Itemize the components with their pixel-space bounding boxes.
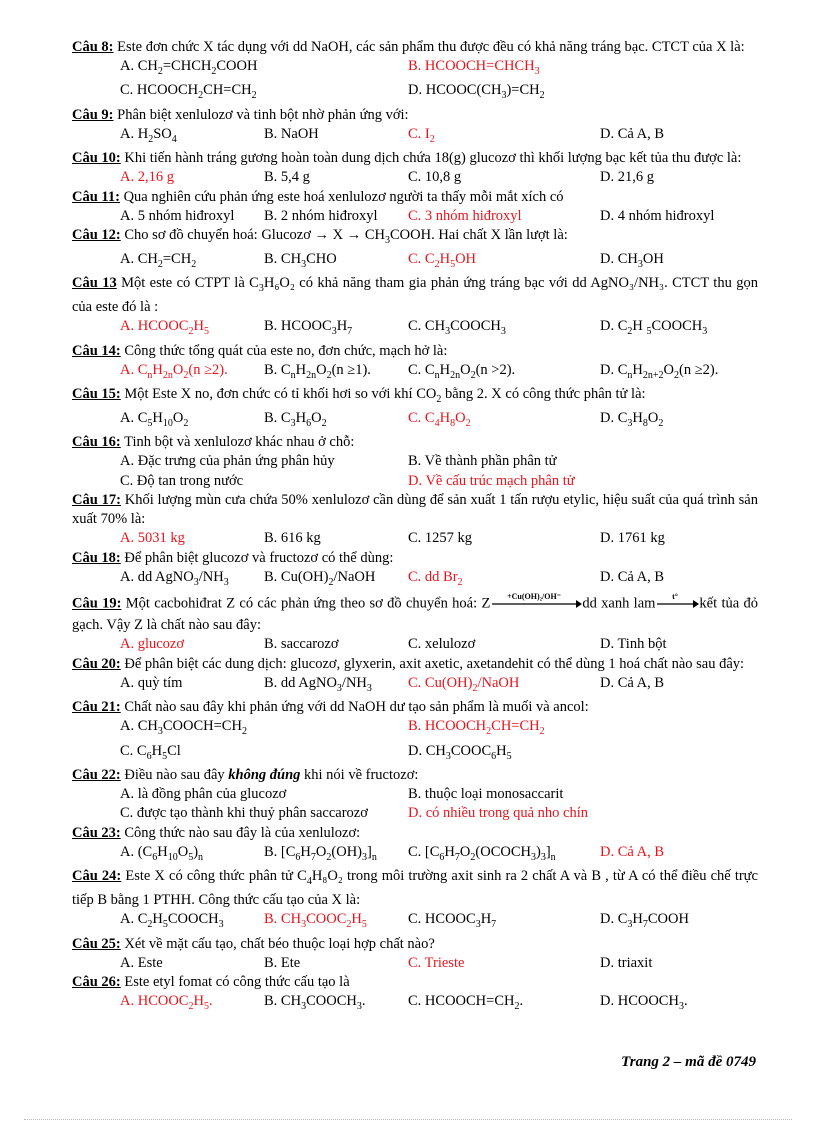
options-list: [72, 361, 758, 385]
question-text: Câu 13 Một este có CTPT là $C_3H_6O_2$ có khả năng tham gia phản ứng tráng bạc với dd AgNO₃/NH₃. CTCT thu gọn của este đó là :: [72, 275, 758, 316]
question-label: Câu 20:: [72, 655, 121, 672]
answer-option: B. 2 nhóm hiđroxyl: [264, 207, 378, 224]
answer-option-correct: B. $HCOOCH_2CH=CH_2$: [408, 718, 545, 738]
answer-option-correct: A. 2,16 g: [120, 169, 174, 186]
answer-option: D. Cả A, B: [600, 125, 665, 142]
answer-option-correct: A. glucozơ: [120, 636, 185, 653]
answer-option: A. dd $AgNO_3/NH_3$: [120, 568, 229, 588]
answer-option-correct: C. $Cu(OH)_2$/NaOH: [408, 674, 520, 694]
answer-option: B. $CH_3CHO$: [264, 251, 337, 270]
answer-option: C. 10,8 g: [408, 169, 462, 186]
answer-option-correct: A. 5031 kg: [120, 530, 185, 547]
question-label: Câu 15:: [72, 386, 121, 403]
answer-option: D. $C_2H$ $_5COOCH_3$: [600, 318, 708, 338]
answer-option: D. 1761 kg: [600, 530, 665, 547]
answer-option: A. $CH_2=CH_2$: [120, 251, 197, 270]
question-text: Câu 26: Este etyl fomat có công thức cấu tạo là: [72, 974, 350, 991]
answer-option: D. $C_3H_8O_2$: [600, 410, 664, 429]
answer-option: A. $CH_3COOCH=CH_2$: [120, 718, 247, 738]
question-block: [72, 342, 758, 385]
question-block: [72, 549, 758, 592]
question-block: [72, 867, 758, 934]
answer-option-correct: B. $CH_3COOC_2H_5$: [264, 911, 367, 931]
answer-option: D. $HCOOCH_3$.: [600, 993, 688, 1013]
answer-option: D. $C_3H_7COOH$: [600, 911, 689, 931]
answer-option: B. saccarozơ: [264, 636, 339, 653]
answer-option: D. $HCOOC(CH_3)=CH_2$: [408, 82, 545, 102]
answer-option: C. $CH_3COOCH_3$: [408, 318, 506, 338]
options-list: [72, 910, 758, 934]
question-block: [72, 38, 758, 106]
question-label: Câu 11:: [72, 188, 120, 205]
question-block: [72, 274, 758, 341]
answer-option: D. 4 nhóm hiđroxyl: [600, 207, 715, 224]
question-label: Câu 10:: [72, 150, 121, 167]
answer-option: B. Ete: [264, 954, 301, 971]
answer-option: B. $C_3H_6O_2$: [264, 410, 327, 429]
answer-option: D. 21,6 g: [600, 169, 654, 186]
answer-option: C. $C_nH_{2n}O_2(n >2)$.: [408, 361, 516, 381]
options-list: [72, 125, 758, 149]
answer-option: D. Cả A, B: [600, 568, 665, 585]
answer-option-correct: C. $C_4H_8O_2$: [408, 410, 471, 429]
heat-arrow-icon: [655, 592, 699, 616]
answer-option: B. 616 kg: [264, 530, 321, 547]
options-list: [72, 452, 758, 491]
bottom-divider: [24, 1119, 792, 1120]
question-block: [72, 491, 758, 549]
answer-option: A. Đặc trưng của phản ứng phân hủy: [120, 453, 335, 470]
question-label: Câu 13: [72, 275, 117, 292]
options-list: [72, 717, 758, 766]
answer-option: B. $C_nH_{2n}O_2(n \ge 1)$.: [264, 361, 371, 381]
question-block: [72, 433, 758, 491]
answer-option: C. 1257 kg: [408, 530, 473, 547]
svg-text:t°: t°: [672, 592, 679, 602]
answer-option: A. 5 nhóm hiđroxyl: [120, 207, 235, 224]
options-list: [72, 785, 758, 824]
options-list: [72, 635, 758, 655]
question-text: Câu 8: Este đơn chức X tác dụng với dd NaOH, các sản phẩm thu được đều có khả năng tráng bạc. CTCT của X là:: [72, 39, 745, 55]
options-list: [72, 317, 758, 341]
options-list: [72, 568, 758, 592]
answer-option: A. $C_5H_{10}O_2$: [120, 410, 189, 429]
question-text: Câu 14: Công thức tổng quát của este no, đơn chức, mạch hở là:: [72, 342, 448, 359]
question-text: Câu 21: Chất nào sau đây khi phản ứng với dd NaOH dư tạo sản phẩm là muối và ancol:: [72, 699, 589, 716]
question-text: Câu 18: Để phân biệt glucozơ và fructozơ có thể dùng:: [72, 549, 394, 566]
answer-option: B. dd $AgNO_3/NH_3$: [264, 674, 372, 694]
question-text: Câu 19: Một cacbohiđrat Z có các phản ứng theo sơ đồ chuyển hoá: Z +Cu(OH)₂/OH⁻ dd xanh lam t° kết tủa đỏ gạch. Vậy Z là chất nào sau đây:: [72, 592, 758, 634]
answer-option-correct: B. $HCOOCH=CHCH_3$: [408, 58, 540, 77]
answer-option: C. $HCOOCH=CH_2$.: [408, 993, 524, 1013]
answer-option-correct: C. $C_2H_5OH$: [408, 251, 477, 270]
question-block: [72, 973, 758, 1016]
options-list: [72, 250, 758, 274]
options-list: [72, 529, 758, 549]
question-label: Câu 8:: [72, 39, 114, 55]
answer-option: D. $C_nH_{2n+2}O_2(n \ge 2)$.: [600, 361, 719, 381]
question-label: Câu 21:: [72, 699, 121, 716]
answer-option: A. $(C_6H_{10}O_5)_n$: [120, 843, 204, 863]
answer-option: B. $[C_6H_7O_2(OH)_3]_n$: [264, 843, 377, 863]
question-text: Câu 22: Điều nào sau đây không đúng khi nói về fructozơ:: [72, 766, 419, 783]
answer-option: A. $CH_2=CHCH_2COOH$: [120, 58, 258, 77]
exam-page: [72, 38, 758, 1017]
question-label: Câu 26:: [72, 974, 121, 991]
answer-option: B. 5,4 g: [264, 169, 310, 186]
question-label: Câu 23:: [72, 824, 121, 841]
answer-option: A. $H_2SO_4$: [120, 125, 177, 145]
answer-option: B. $Cu(OH)_2$/NaOH: [264, 568, 376, 588]
question-label: Câu 16:: [72, 434, 121, 451]
question-block: [72, 226, 758, 274]
answer-option: C. $HCOOC_3H_7$: [408, 911, 497, 931]
question-label: Câu 25:: [72, 935, 121, 952]
question-label: Câu 22:: [72, 766, 121, 783]
options-list: [72, 954, 758, 974]
question-text: Câu 12: Cho sơ đồ chuyển hoá: Glucozơ → $X \to CH_3COOH$. Hai chất X lần lượt là:: [72, 227, 568, 247]
answer-option: B. $CH_3COOCH_3$.: [264, 993, 366, 1013]
question-block: [72, 385, 758, 433]
answer-option-correct: C. $I_2$: [408, 125, 435, 145]
question-label: Câu 18:: [72, 549, 121, 566]
reaction-arrow-icon: [490, 592, 582, 616]
question-text: Câu 23: Công thức nào sau đây là của xenlulozơ:: [72, 824, 361, 841]
answer-option-correct: A. $C_nH_{2n}O_2(n \ge 2)$.: [120, 361, 228, 381]
answer-option: D. triaxit: [600, 954, 653, 971]
answer-option-correct: C. 3 nhóm hiđroxyl: [408, 207, 522, 224]
answer-option-correct: A. $HCOOC_2H_5$: [120, 318, 209, 338]
answer-option-correct: A. $HCOOC_2H_5$.: [120, 993, 213, 1013]
question-block: [72, 592, 758, 655]
question-text: Câu 9: Phân biệt xenlulozơ và tinh bột nhờ phản ứng với:: [72, 106, 409, 123]
options-list: [72, 992, 758, 1016]
answer-option-correct: C. dd $Br_2$: [408, 568, 463, 588]
answer-option: C. được tạo thành khi thuỷ phân saccarozơ: [120, 805, 368, 822]
answer-option: C. $[C_6H_7O_2(OCOCH_3)_3]_n$: [408, 843, 556, 863]
answer-option: C. $C_6H_5Cl$: [120, 742, 181, 762]
answer-option-correct: D. có nhiều trong quả nho chín: [408, 805, 589, 822]
question-block: [72, 106, 758, 149]
options-list: [72, 57, 758, 106]
question-label: Câu 12:: [72, 227, 121, 244]
answer-option: D. $CH_3OH$: [600, 251, 664, 270]
question-block: [72, 824, 758, 867]
question-block: [72, 766, 758, 824]
question-label: Câu 24:: [72, 868, 122, 885]
question-label: Câu 9:: [72, 106, 114, 123]
options-list: [72, 674, 758, 698]
options-list: [72, 207, 758, 227]
question-text: Câu 10: Khi tiến hành tráng gương hoàn toàn dung dịch chứa 18(g) glucozơ thì khối lượng bạc kết tủa thu được là:: [72, 150, 742, 167]
question-label: Câu 14:: [72, 342, 121, 359]
answer-option: C. xelulozơ: [408, 636, 476, 653]
answer-option: C. Độ tan trong nước: [120, 472, 244, 489]
emphasis-text: không đúng: [228, 766, 301, 783]
question-label: Câu 19:: [72, 595, 122, 612]
question-block: [72, 149, 758, 188]
options-list: [72, 409, 758, 433]
answer-option: B. Về thành phần phân tử: [408, 453, 557, 470]
question-text: Câu 16: Tinh bột và xenlulozơ khác nhau ở chỗ:: [72, 434, 355, 451]
svg-text:+Cu(OH)₂/OH⁻: +Cu(OH)₂/OH⁻: [507, 592, 562, 602]
answer-option: A. Este: [120, 954, 163, 971]
answer-option: C. $HCOOCH_2CH=CH_2$: [120, 82, 257, 102]
answer-option: A. quỳ tím: [120, 674, 183, 691]
answer-option-correct: C. Trieste: [408, 954, 465, 971]
answer-option: D. Tinh bột: [600, 636, 667, 653]
answer-option-correct: D. Về cấu trúc mạch phân tử: [408, 472, 575, 489]
answer-option: D. $CH_3COOC_6H_5$: [408, 742, 512, 762]
options-list: [72, 843, 758, 867]
question-block: [72, 698, 758, 766]
answer-option: A. là đồng phân của glucozơ: [120, 785, 287, 802]
page-footer: Trang 2 – mã đề 0749: [621, 1054, 756, 1070]
question-text: Câu 24: Este X có công thức phân tử $C_4H_8O_2$ trong môi trường axit sinh ra 2 chất A và B , từ A có thể điều chế trực tiếp B bằng 1 PTHH. Công thức cấu tạo của X là:: [72, 868, 758, 909]
question-text: Câu 17: Khối lượng mùn cưa chứa 50% xenlulozơ cần dùng để sản xuất 1 tấn rượu etylic, hiệu suất của quá trình sản xuất 70% là:: [72, 492, 758, 528]
question-text: Câu 15: Một Este X no, đơn chức có tỉ khối hơi so với khí $CO_2$ bằng 2. X có công thức phân tử là:: [72, 386, 646, 406]
answer-option-correct: D. Cả A, B: [600, 843, 665, 860]
options-list: [72, 168, 758, 188]
answer-option: B. $HCOOC_3H_7$: [264, 318, 353, 338]
answer-option: B. thuộc loại monosaccarit: [408, 785, 564, 802]
answer-option: A. $C_2H_5COOCH_3$: [120, 911, 224, 931]
question-block: [72, 935, 758, 974]
answer-option: B. NaOH: [264, 125, 319, 142]
question-text: Câu 11: Qua nghiên cứu phản ứng este hoá xenlulozơ người ta thấy mỗi mắt xích có: [72, 188, 564, 205]
question-text: Câu 20: Để phân biệt các dung dịch: glucozơ, glyxerin, axit axetic, axetandehit có thể dùng 1 hoá chất nào sau đây:: [72, 655, 745, 672]
question-block: [72, 655, 758, 698]
answer-option: D. Cả A, B: [600, 674, 665, 691]
question-text: Câu 25: Xét về mặt cấu tạo, chất béo thuộc loại hợp chất nào?: [72, 935, 435, 952]
question-block: [72, 188, 758, 227]
question-label: Câu 17:: [72, 492, 121, 509]
